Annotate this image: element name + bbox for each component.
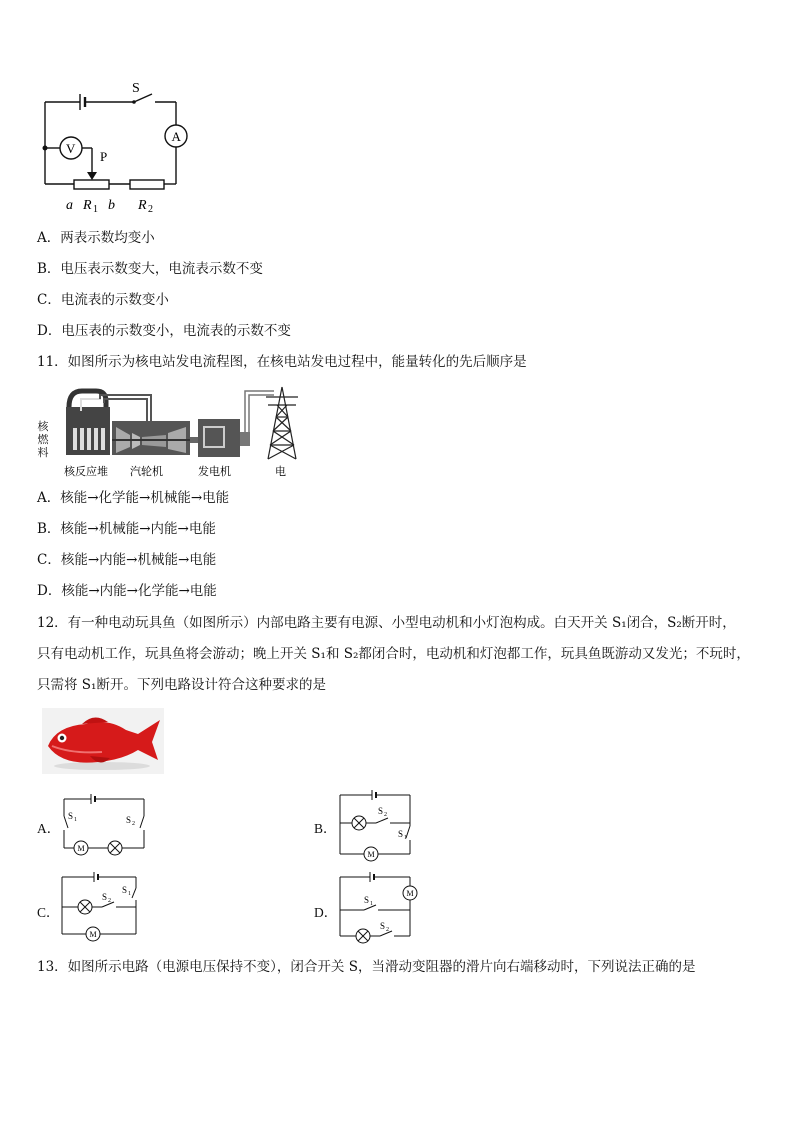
- svg-text:S: S: [378, 806, 384, 816]
- voltmeter-label: V: [66, 141, 76, 156]
- end-b-label: b: [108, 198, 115, 213]
- q13-stem: 13．如图所示电路（电源电压保持不变），闭合开关 S，当滑动变阻器的滑片向右端移动时，下列说法正确的是: [37, 959, 696, 975]
- svg-text:S: S: [364, 895, 370, 905]
- svg-text:S: S: [122, 885, 128, 895]
- q11-option-b[interactable]: B．核能→机械能→内能→电能: [37, 521, 216, 537]
- reactor-label: 核反应堆: [64, 466, 108, 478]
- fuel-label: 核 燃 料: [37, 420, 49, 459]
- svg-text:1: 1: [74, 817, 77, 823]
- turbine-label: 汽轮机: [130, 466, 163, 478]
- q11-option-d[interactable]: D．核能→内能→化学能→电能: [37, 583, 217, 599]
- tower-icon: [266, 387, 298, 459]
- q10-option-c[interactable]: C．电流表的示数变小: [37, 292, 169, 308]
- svg-text:1: 1: [404, 835, 407, 841]
- svg-text:1: 1: [370, 901, 373, 907]
- r1-sub-label: 1: [93, 204, 98, 215]
- r2-sub-label: 2: [148, 204, 153, 215]
- q12-option-b[interactable]: B．: [314, 821, 337, 836]
- toy-fish-photo: [42, 708, 164, 774]
- svg-text:M: M: [406, 889, 414, 898]
- end-a-label: a: [66, 198, 73, 213]
- slider-label: P: [100, 149, 108, 164]
- svg-text:S: S: [102, 892, 108, 902]
- r1-label: R: [83, 198, 92, 213]
- q12-option-a-circuit: [56, 790, 156, 862]
- q10-circuit-diagram: [36, 78, 196, 218]
- q12-option-a[interactable]: A．: [37, 821, 61, 836]
- svg-text:2: 2: [132, 821, 135, 827]
- q12-option-c[interactable]: C．: [37, 905, 60, 920]
- svg-text:S: S: [126, 815, 132, 825]
- svg-text:2: 2: [108, 898, 111, 904]
- q12-stem-line-2: 只有电动机工作，玩具鱼将会游动；晚上开关 S₁和 S₂都闭合时，电动机和灯泡都工作，玩具鱼既游动又发光；不玩时，: [37, 646, 750, 662]
- turbine-icon: [112, 421, 190, 455]
- electricity-label: 电: [275, 466, 286, 478]
- q10-option-a[interactable]: A．两表示数均变小: [37, 230, 155, 246]
- q12-stem-line-3: 只需将 S₁断开。下列电路设计符合这种要求的是: [37, 677, 326, 693]
- q11-option-c[interactable]: C．核能→内能→机械能→电能: [37, 552, 217, 568]
- svg-text:S: S: [380, 921, 386, 931]
- svg-text:M: M: [89, 930, 97, 939]
- q10-option-d[interactable]: D．电压表的示数变小，电流表的示数不变: [37, 323, 291, 339]
- ammeter-label: A: [171, 129, 181, 144]
- q12-option-b-circuit: [334, 786, 418, 864]
- svg-text:M: M: [367, 850, 375, 859]
- generator-label: 发电机: [198, 466, 231, 478]
- q12-stem-line-1: 12．有一种电动玩具鱼（如图所示）内部电路主要有电源、小型电动机和小灯泡构成。白天开关 S₁闭合，S₂断开时，: [37, 615, 736, 631]
- q11-nuclear-figure: [36, 383, 316, 481]
- q10-option-b[interactable]: B．电压表示数变大，电流表示数不变: [37, 261, 263, 277]
- svg-text:2: 2: [386, 927, 389, 933]
- q12-option-c-circuit: [56, 868, 146, 946]
- svg-text:S: S: [398, 829, 404, 839]
- generator-icon: [198, 419, 250, 457]
- q12-option-d-circuit: [334, 868, 424, 946]
- svg-text:1: 1: [128, 891, 131, 897]
- switch-label: S: [132, 81, 140, 96]
- r2-resistor: [130, 180, 164, 189]
- r2-label: R: [138, 198, 147, 213]
- svg-text:M: M: [77, 844, 85, 853]
- svg-text:2: 2: [384, 812, 387, 818]
- q11-stem: 11．如图所示为核电站发电流程图，在核电站发电过程中，能量转化的先后顺序是: [37, 354, 527, 370]
- svg-text:S: S: [68, 811, 74, 821]
- r1-resistor: [74, 180, 109, 189]
- slider-arrow: [87, 172, 97, 180]
- q11-option-a[interactable]: A．核能→化学能→机械能→电能: [37, 490, 230, 506]
- q12-option-d[interactable]: D．: [314, 905, 338, 920]
